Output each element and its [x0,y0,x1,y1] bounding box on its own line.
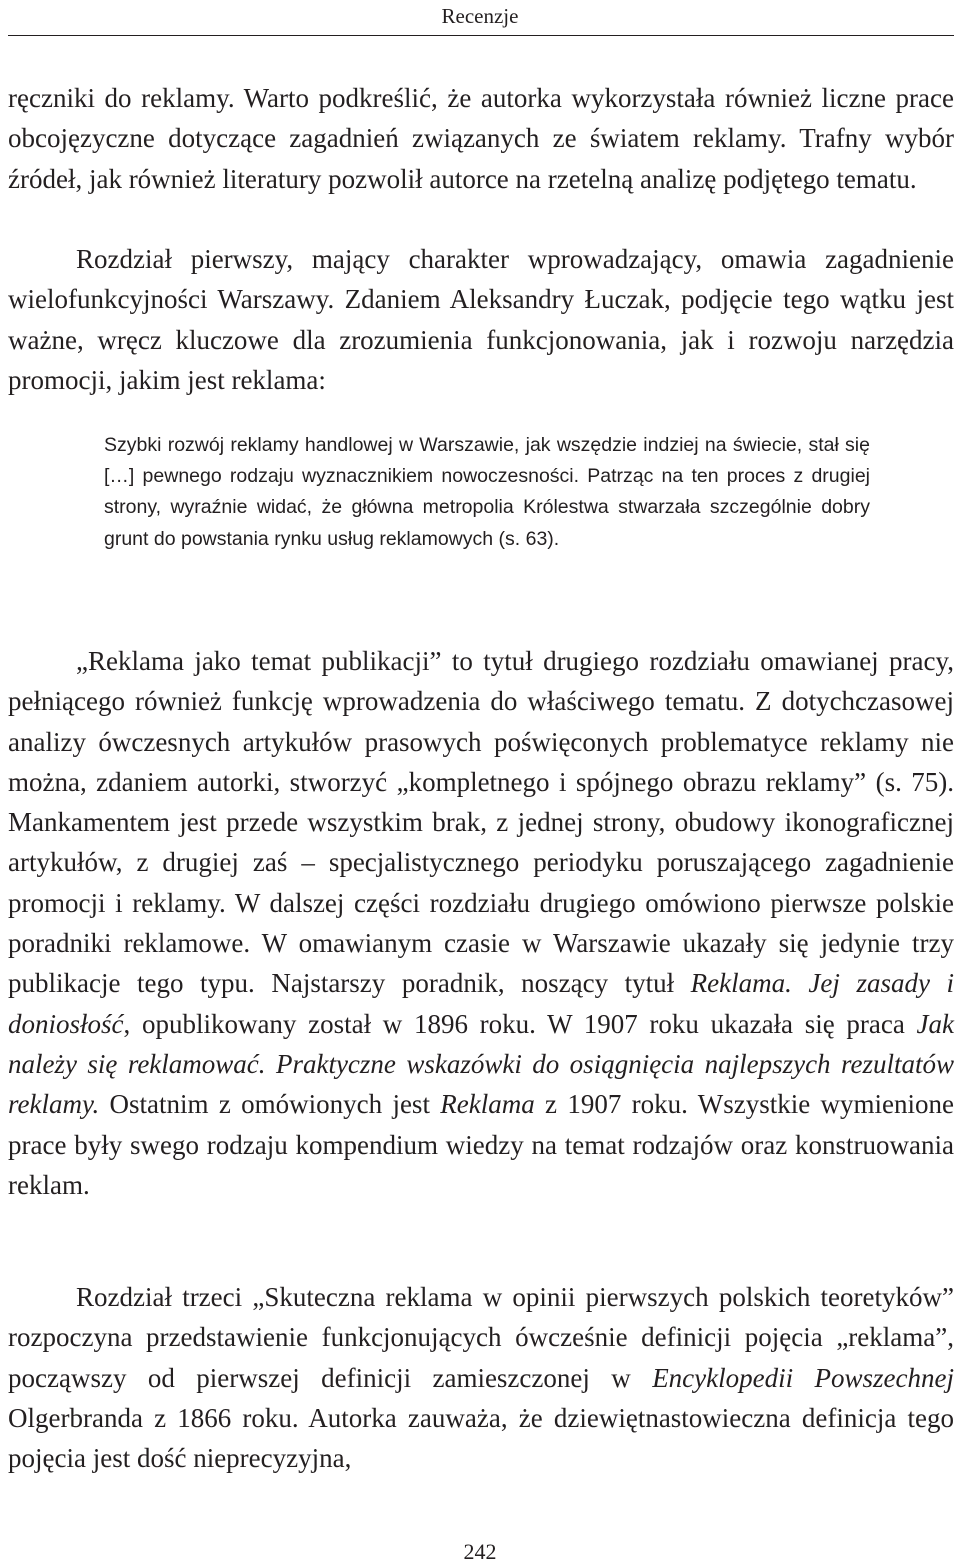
p3-title-1: Reklama. Jej zasady i doniosłość [8,968,954,1039]
p3-text-c: Ostatnim z omówionych jest [99,1089,441,1120]
running-head: Recenzje [441,4,519,28]
p3-text-b: , opublikowany został w 1896 roku. W 1907 roku ukazała się praca [123,1008,917,1039]
header-rule [8,35,954,36]
paragraph-3 [8,641,954,1205]
p3-title-3: Reklama [440,1089,535,1120]
paragraph-1: ręczniki do reklamy. Warto podkreślić, że autorka wykorzystała również liczne prace obcojęzyczne dotyczące zagadnień związanych ze światem reklamy. Trafny wybór źródeł, jak również literatury pozwolił autorce na rzetelną analizę podjętego tematu. [8,83,954,194]
p4-title: Encyklopedii Powszechnej [652,1362,954,1393]
p4-text-a: Rozdział trzeci „Skuteczna reklama w opinii pierwszych polskich teoretyków” rozpoczyna przedstawienie funkcjonujących ówcześnie definicji pojęcia „reklama”, począwszy od pierwszej definicji zamieszczonej w [8,1282,954,1393]
p3-text-d: z 1907 roku. Wszystkie wymienione prace były swego rodzaju kompendium wiedzy na temat rodzajów oraz konstruowania reklam. [8,1089,954,1200]
paragraph-2: Rozdział pierwszy, mający charakter wprowadzający, omawia zagadnienie wielofunkcyjności Warszawy. Zdaniem Aleksandry Łuczak, podjęcie tego wątku jest ważne, wręcz kluczowe dla zrozumienia funkcjonowania, jak i rozwoju narzędzia promocji, jakim jest reklama: [8,244,954,395]
p3-text-a: „Reklama jako temat publikacji” to tytuł drugiego rozdziału omawianej pracy, pełniącego również funkcję wprowadzenia do właściwego tematu. Z dotychczasowej analizy ówczesnych artykułów prasowych poświęconych problematyce reklamy nie można, zdaniem autorki, stworzyć „kompletnego i spójnego obrazu reklamy” (s. 75). Mankamentem jest przede wszystkim brak, z jednej strony, obudowy ikonograficznej artykułów, z drugiej zaś – specjalistycznego periodyku poruszającego zagadnienie promocji i reklamy. W dalszej części rozdziału drugiego omówiono pierwsze polskie poradniki reklamowe. W omawianym czasie w Warszawie ukazały się jedynie trzy publikacje tego typu. Najstarszy poradnik, noszący tytuł [8,646,954,999]
block-quote: Szybki rozwój reklamy handlowej w Warszawie, jak wszędzie indziej na świecie, stał się […] pewnego rodzaju wyznacznikiem nowoczesności. Patrząc na ten proces z drugiej strony, wyraźnie widać, że główna metropolia Królestwa stwarzała szczególnie dobry grunt do powstania rynku usług reklamowych (s. 63). [104,434,870,550]
page-number: 242 [463,1539,497,1564]
p3-title-2: Jak należy się reklamować. Praktyczne wskazówki do osiągnięcia najlepszych rezultatów reklamy. [8,1008,954,1120]
p4-text-b: Olgerbranda z 1866 roku. Autorka zauważa, że dziewiętnastowieczna definicja tego pojęcia jest dość nieprecyzyjna, [8,1402,954,1474]
paragraph-4 [8,1277,954,1478]
